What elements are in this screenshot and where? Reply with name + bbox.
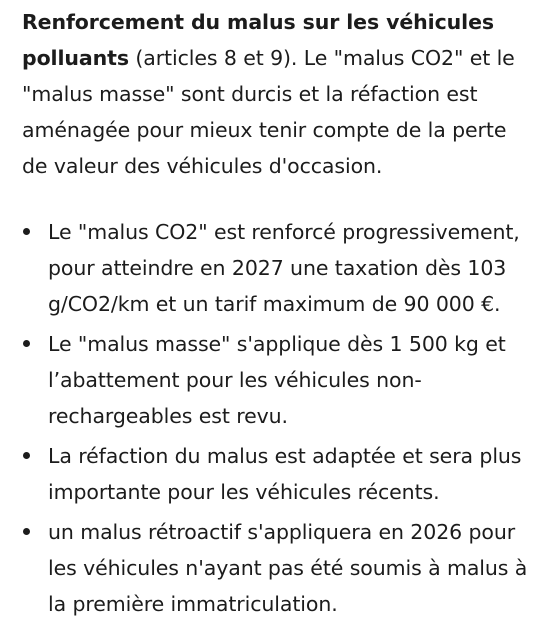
intro-text: (articles 8 et 9). Le "malus CO2" et le "malus masse" sont durcis et la réfaction est aménagée pour mieux tenir compte de la perte de valeur des véhicules d'occasion.	[22, 46, 515, 178]
list-item-text: Le "malus CO2" est renforcé progressivement, pour atteindre en 2027 une taxation dès 103 g/CO2/km et un tarif maximum de 90 000 €.	[48, 220, 520, 316]
intro-paragraph	[22, 4, 538, 184]
list-item-malus-masse	[22, 326, 538, 434]
measures-list	[22, 214, 538, 622]
bullet-dot-icon	[23, 452, 30, 459]
list-item-malus-co2	[22, 214, 538, 322]
intro-lead-bold: Renforcement du malus sur les véhicules polluants	[22, 10, 494, 70]
list-item-malus-retroactif	[22, 514, 538, 622]
list-item-text: Le "malus masse" s'applique dès 1 500 kg et l’abattement pour les véhicules non-rechargeables est revu.	[48, 332, 506, 428]
bullet-dot-icon	[23, 340, 30, 347]
list-item-text: un malus rétroactif s'appliquera en 2026 pour les véhicules n'ayant pas été soumis à malus à la première immatriculation.	[48, 520, 528, 616]
bullet-dot-icon	[23, 528, 30, 535]
list-item-refaction	[22, 438, 538, 510]
bullet-dot-icon	[23, 228, 30, 235]
list-item-text: La réfaction du malus est adaptée et sera plus importante pour les véhicules récents.	[48, 444, 522, 504]
